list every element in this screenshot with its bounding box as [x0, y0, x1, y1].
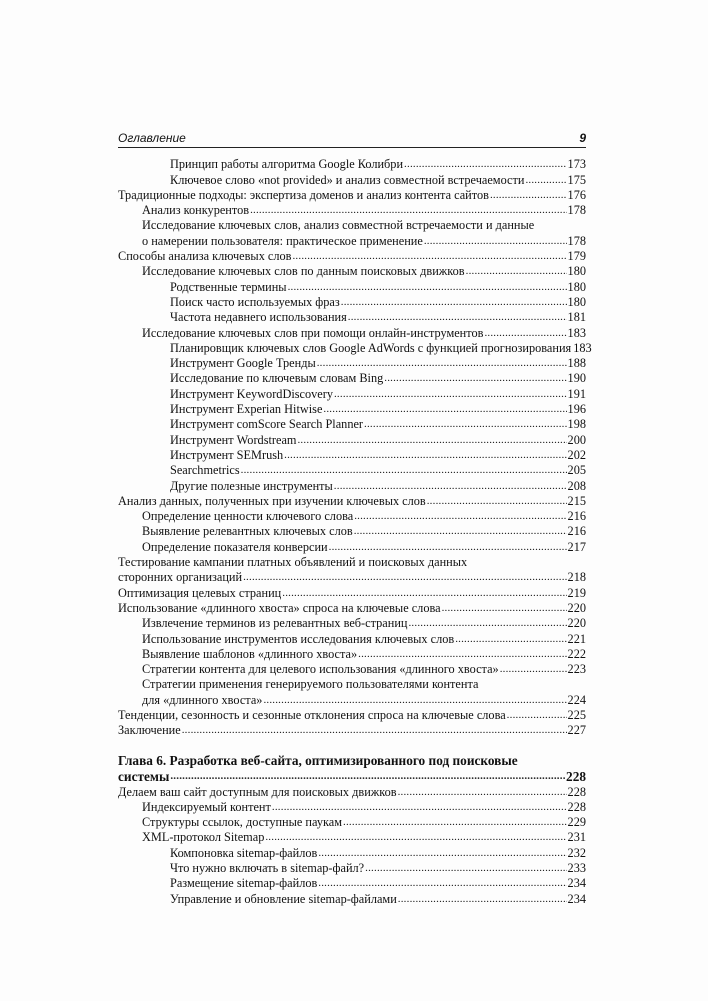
toc-entry-title: Исследование ключевых слов, анализ совместной встречаемости и данные	[142, 218, 535, 233]
toc-entry[interactable]	[118, 708, 586, 723]
dot-leader	[182, 723, 567, 738]
toc-entry[interactable]	[118, 509, 586, 524]
toc-entry[interactable]	[118, 631, 586, 646]
toc-entry-page: 176	[567, 187, 586, 202]
toc-entry[interactable]	[118, 203, 586, 218]
toc-entry-title: Заключение	[118, 723, 181, 738]
dot-leader	[341, 295, 567, 310]
toc-entry-title: Использование инструментов исследования ключевых слов	[142, 631, 455, 646]
toc-entry[interactable]	[118, 448, 586, 463]
chapter-page: 228	[566, 769, 586, 785]
toc-entry-page: 205	[567, 463, 586, 478]
dot-leader	[408, 616, 566, 631]
toc-entry-page: 231	[567, 830, 586, 845]
toc-entry-title: Делаем ваш сайт доступным для поисковых движков	[118, 784, 397, 799]
toc-entry-page: 229	[567, 815, 586, 830]
toc-entry-title: Использование «длинного хвоста» спроса на ключевые слова	[118, 600, 441, 615]
toc-entry-title: Инструмент Google Тренды	[170, 356, 316, 371]
toc-entry-title: Поиск часто используемых фраз	[170, 294, 340, 309]
toc-entry-title: Выявление шаблонов «длинного хвоста»	[142, 646, 358, 661]
toc-entry-title: Структуры ссылок, доступные паукам	[142, 815, 343, 830]
dot-leader	[358, 647, 566, 662]
dot-leader	[525, 173, 566, 188]
toc-entry[interactable]	[118, 692, 586, 707]
toc-entry-page: 227	[567, 723, 586, 738]
toc-entry-title: Компоновка sitemap-файлов	[170, 845, 318, 860]
toc-entry[interactable]	[118, 723, 586, 738]
dot-leader	[282, 586, 566, 601]
dot-leader	[265, 830, 566, 845]
dot-leader	[323, 402, 566, 417]
dot-leader	[364, 417, 567, 432]
dot-leader	[500, 662, 567, 677]
toc-entry[interactable]	[118, 647, 586, 662]
dot-leader	[250, 203, 566, 218]
dot-leader	[424, 234, 567, 249]
toc-entry-page: 202	[567, 447, 586, 462]
dot-leader	[398, 785, 567, 800]
chapter-title-line-2: системы	[118, 769, 170, 785]
toc-entry-page: 233	[567, 861, 586, 876]
toc-entry[interactable]	[118, 555, 586, 570]
toc-section-chapter-5	[118, 157, 592, 738]
dot-leader	[284, 448, 566, 463]
toc-entry-page: 220	[567, 616, 586, 631]
dot-leader	[507, 708, 567, 723]
chapter-heading[interactable]	[118, 752, 586, 768]
chapter-heading-line-2[interactable]	[118, 768, 586, 784]
toc-entry-page: 183	[573, 340, 592, 355]
toc-entry-title: Исследование ключевых слов по данным поисковых движков	[142, 264, 465, 279]
toc-entry-page: 179	[567, 249, 586, 264]
toc-entry-page: 180	[567, 279, 586, 294]
dot-leader	[354, 509, 566, 524]
dot-leader	[263, 693, 566, 708]
toc-entry-page: 234	[567, 876, 586, 891]
toc-entry-page: 220	[567, 600, 586, 615]
dot-leader	[484, 326, 566, 341]
toc-entry[interactable]	[118, 876, 586, 891]
dot-leader	[241, 463, 567, 478]
toc-entry[interactable]	[118, 279, 586, 294]
toc-entry-title: Тестирование кампании платных объявлений и поисковых данных	[118, 555, 468, 570]
toc-entry-page: 178	[567, 203, 586, 218]
toc-entry[interactable]	[118, 340, 592, 356]
toc-entry-page: 216	[567, 509, 586, 524]
toc-entry[interactable]	[118, 402, 586, 417]
toc-entry[interactable]	[118, 432, 586, 447]
toc-entry-page: 223	[567, 662, 586, 677]
toc-entry-title: Планировщик ключевых слов Google AdWords с функцией прогнозирования	[170, 340, 572, 355]
toc-entry[interactable]	[118, 891, 586, 906]
toc-entry-page: 219	[567, 585, 586, 600]
toc-entry-title: Другие полезные инструменты	[170, 478, 333, 493]
toc-entry-page: 191	[567, 386, 586, 401]
toc-entry-title: Анализ конкурентов	[142, 203, 250, 218]
toc-entry-page: 175	[567, 172, 586, 187]
toc-entry-title: Стратегии применения генерируемого пользователями контента	[142, 677, 479, 692]
toc-entry[interactable]	[118, 677, 586, 692]
toc-entry-title: Анализ данных, полученных при изучении ключевых слов	[118, 493, 426, 508]
dot-leader	[334, 479, 567, 494]
toc-entry-page: 228	[567, 784, 586, 799]
toc-entry[interactable]	[118, 325, 586, 340]
toc-entry[interactable]	[118, 524, 586, 539]
toc-entry-title: Определение ценности ключевого слова	[142, 509, 354, 524]
toc-entry-page: 224	[567, 692, 586, 707]
toc-entry-page: 190	[567, 371, 586, 386]
toc-entry[interactable]	[118, 157, 586, 172]
toc-entry-title: Выявление релевантных ключевых слов	[142, 524, 353, 539]
toc-entry[interactable]	[118, 371, 586, 386]
toc-entry[interactable]	[118, 310, 586, 325]
toc-entry-page: 196	[567, 402, 586, 417]
toc-entry-title: Инструмент Experian Hitwise	[170, 402, 323, 417]
toc-entry-title: Способы анализа ключевых слов	[118, 249, 292, 264]
toc-entry-title: Традиционные подходы: экспертиза доменов и анализ контента сайтов	[118, 187, 489, 202]
dot-leader	[455, 632, 566, 647]
toc-entry-page: 183	[567, 325, 586, 340]
toc-entry[interactable]	[118, 570, 586, 585]
dot-leader	[442, 601, 567, 616]
dot-leader	[243, 570, 566, 585]
dot-leader	[365, 861, 566, 876]
toc-entry[interactable]	[118, 616, 586, 631]
toc-entry-page: 234	[567, 891, 586, 906]
running-header	[118, 130, 586, 148]
toc-entry-title: Оптимизация целевых страниц	[118, 585, 282, 600]
toc-entry-page: 198	[567, 417, 586, 432]
toc-entry[interactable]	[118, 218, 586, 233]
toc-entry-title: Исследование по ключевым словам Bing	[170, 371, 384, 386]
chapter-title-line-1: Глава 6. Разработка веб-сайта, оптимизированного под поисковые	[118, 753, 518, 769]
toc-entry-page: 232	[567, 845, 586, 860]
toc-entry[interactable]	[118, 233, 586, 248]
dot-leader	[297, 433, 566, 448]
toc-entry[interactable]	[118, 539, 586, 554]
toc-entry[interactable]	[118, 188, 586, 203]
dot-leader	[272, 800, 567, 815]
toc-entry[interactable]	[118, 662, 586, 677]
toc-entry-page: 216	[567, 524, 586, 539]
dot-leader	[466, 264, 567, 279]
toc-entry-title: Инструмент KeywordDiscovery	[170, 386, 333, 401]
toc-entry[interactable]	[118, 172, 586, 187]
toc-entry-page: 200	[567, 432, 586, 447]
toc-entry[interactable]	[118, 417, 586, 432]
toc-entry-page: 217	[567, 539, 586, 554]
toc-entry-title: Тенденции, сезонность и сезонные отклонения спроса на ключевые слова	[118, 707, 506, 722]
toc-entry[interactable]	[118, 845, 586, 860]
toc-entry[interactable]	[118, 356, 586, 371]
toc-entry-title: Индексируемый контент	[142, 799, 271, 814]
dot-leader	[292, 249, 566, 264]
toc-entry-title: Размещение sitemap-файлов	[170, 876, 318, 891]
dot-leader	[348, 310, 567, 325]
toc-entry-page: 181	[567, 310, 586, 325]
toc-entry-title: Searchmetrics	[170, 463, 240, 478]
dot-leader	[288, 280, 567, 295]
table-of-contents	[118, 157, 592, 907]
toc-entry[interactable]	[118, 494, 586, 509]
toc-entry-title: Что нужно включать в sitemap-файл?	[170, 861, 365, 876]
toc-entry[interactable]	[118, 800, 586, 815]
toc-entry[interactable]	[118, 861, 586, 876]
dot-leader	[427, 494, 567, 509]
toc-entry-page: 218	[567, 570, 586, 585]
toc-entry-title: Принцип работы алгоритма Google Колибри	[170, 157, 404, 172]
dot-leader	[317, 356, 567, 371]
toc-entry-title: Частота недавнего использования	[170, 310, 347, 325]
toc-entry-title: о намерении пользователя: практическое применение	[142, 233, 423, 248]
toc-entry-title: сторонних организаций	[118, 570, 243, 585]
toc-entry-title: Инструмент comScore Search Planner	[170, 417, 364, 432]
page-number: 9	[579, 131, 586, 145]
dot-leader	[490, 188, 567, 203]
dot-leader	[318, 846, 566, 861]
toc-entry[interactable]	[118, 295, 586, 310]
toc-entry[interactable]	[118, 463, 586, 478]
toc-entry-title: Инструмент SEMrush	[170, 447, 284, 462]
toc-entry[interactable]	[118, 478, 586, 493]
toc-entry[interactable]	[118, 585, 586, 600]
toc-entry-title: для «длинного хвоста»	[142, 692, 263, 707]
toc-entry-page: 180	[567, 294, 586, 309]
dot-leader	[384, 371, 566, 386]
toc-entry-page: 222	[567, 646, 586, 661]
toc-entry-page: 178	[567, 233, 586, 248]
dot-leader	[404, 157, 567, 172]
toc-entry-title: XML-протокол Sitemap	[142, 830, 265, 845]
toc-entry[interactable]	[118, 264, 586, 279]
toc-entry-page: 215	[567, 493, 586, 508]
toc-entry-title: Управление и обновление sitemap-файлами	[170, 891, 397, 906]
dot-leader	[334, 387, 567, 402]
toc-section-chapter-6	[118, 784, 586, 906]
dot-leader	[343, 815, 567, 830]
running-header-title: Оглавление	[118, 131, 186, 145]
toc-entry-page: 208	[567, 478, 586, 493]
toc-entry-page: 221	[567, 631, 586, 646]
toc-entry[interactable]	[118, 249, 586, 264]
toc-entry-page: 180	[567, 264, 586, 279]
toc-entry-page: 228	[567, 799, 586, 814]
toc-entry[interactable]	[118, 830, 586, 845]
toc-entry-title: Извлечение терминов из релевантных веб-страниц	[142, 616, 408, 631]
dot-leader	[170, 769, 565, 784]
dot-leader	[318, 876, 566, 891]
toc-entry-title: Ключевое слово «not provided» и анализ совместной встречаемости	[170, 172, 525, 187]
dot-leader	[354, 524, 567, 539]
toc-entry[interactable]	[118, 386, 586, 401]
toc-entry-page: 225	[567, 707, 586, 722]
toc-entry[interactable]	[118, 601, 586, 616]
toc-entry-title: Инструмент Wordstream	[170, 432, 297, 447]
toc-entry[interactable]	[118, 815, 586, 830]
toc-entry-page: 188	[567, 356, 586, 371]
toc-entry[interactable]	[118, 784, 586, 799]
toc-entry-title: Определение показателя конверсии	[142, 539, 328, 554]
dot-leader	[398, 892, 567, 907]
dot-leader	[329, 540, 567, 555]
toc-entry-title: Исследование ключевых слов при помощи онлайн-инструментов	[142, 325, 484, 340]
spacer	[118, 738, 586, 752]
toc-entry-title: Стратегии контента для целевого использования «длинного хвоста»	[142, 662, 499, 677]
toc-entry-page: 173	[567, 157, 586, 172]
toc-entry-title: Родственные термины	[170, 279, 287, 294]
